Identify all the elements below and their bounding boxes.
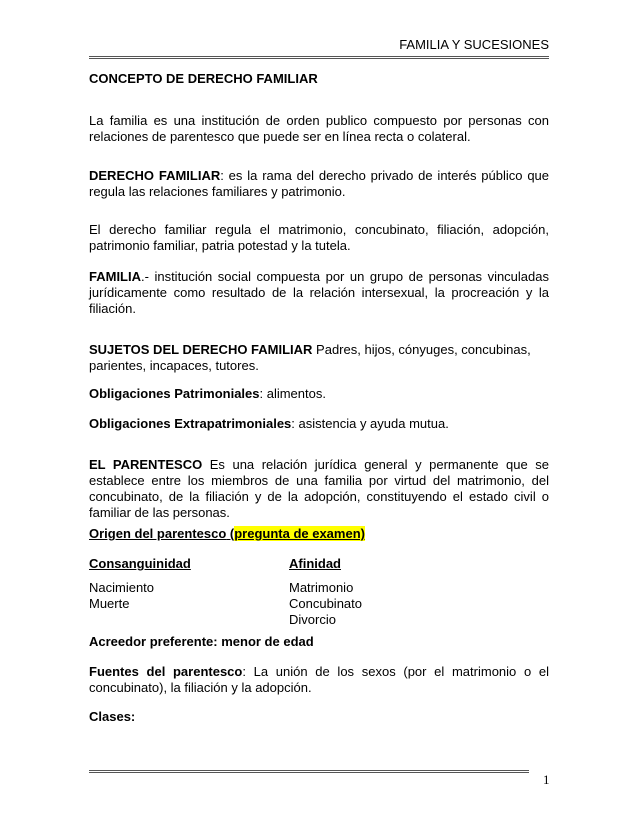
afinidad-heading: Afinidad xyxy=(289,556,341,571)
paragraph-regula: El derecho familiar regula el matrimonio, concubinato, filiación, adopción, patrimonio familiar, patria potestad y la tutela. xyxy=(89,222,549,253)
acreedor-preferente: Acreedor preferente: menor de edad xyxy=(89,634,314,649)
obligaciones-patrimoniales-label: Obligaciones Patrimoniales xyxy=(89,386,260,401)
header-title: FAMILIA Y SUCESIONES xyxy=(399,37,549,52)
sujetos-text-2: parientes, incapaces, tutores. xyxy=(89,358,259,373)
parentesco-label: EL PARENTESCO xyxy=(89,457,203,472)
familia-label: FAMILIA xyxy=(89,269,141,284)
header-rule xyxy=(89,56,549,59)
paragraph-fuentes xyxy=(89,664,549,696)
sujetos-label: SUJETOS DEL DERECHO FAMILIAR xyxy=(89,342,313,357)
paragraph-familia-definition: La familia es una institución de orden publico compuesto por personas con relaciones de parentesco que puede ser en línea recta o colateral. xyxy=(89,113,549,144)
obligaciones-patrimoniales-text: : alimentos. xyxy=(259,386,326,401)
list-item: Concubinato xyxy=(289,596,362,611)
list-item: Divorcio xyxy=(289,612,336,627)
list-item: Muerte xyxy=(89,596,130,611)
origen-parentesco-heading xyxy=(89,526,549,542)
derecho-familiar-label: DERECHO FAMILIAR xyxy=(89,168,221,183)
list-item: Nacimiento xyxy=(89,580,155,595)
sujetos-text-1: Padres, hijos, cónyuges, concubinas, xyxy=(312,342,531,357)
paragraph-sujetos xyxy=(89,342,549,374)
clases-heading: Clases: xyxy=(89,709,136,724)
consanguinidad-list xyxy=(89,580,154,612)
familia-text: .- institución social compuesta por un grupo de personas vinculadas jurídicamente como resultado de la relación intersexual, la procreación y la filiación. xyxy=(89,269,549,316)
page-number: 1 xyxy=(543,772,550,787)
fuentes-text: : La unión de los sexos (por el matrimonio o el concubinato), la filiación y la adopción. xyxy=(89,664,549,695)
afinidad-list xyxy=(289,580,362,628)
obligaciones-extrapatrimoniales-text: : asistencia y ayuda mutua. xyxy=(291,416,449,431)
list-item: Matrimonio xyxy=(289,580,354,595)
exam-question-highlight: pregunta de examen) xyxy=(234,526,365,541)
footer-rule xyxy=(89,770,529,773)
origen-label: Origen del parentesco xyxy=(89,526,227,541)
paragraph-obligaciones-extrapatrimoniales xyxy=(89,416,549,432)
parentesco-text: Es una relación jurídica general y permanente que se establece entre los miembros de una familia por virtud del matrimonio, del concubinato, de la filiación y de la adopción, constituyendo el estado civil o familiar de las personas. xyxy=(89,457,549,520)
paragraph-derecho-familiar xyxy=(89,168,549,200)
derecho-familiar-text: : es la rama del derecho privado de interés público que regula las relaciones familiares y patrimonio. xyxy=(89,168,550,199)
paragraph-parentesco xyxy=(89,457,549,521)
obligaciones-extrapatrimoniales-label: Obligaciones Extrapatrimoniales xyxy=(89,416,292,431)
paragraph-obligaciones-patrimoniales xyxy=(89,386,549,402)
consanguinidad-heading: Consanguinidad xyxy=(89,556,191,571)
paragraph-familia xyxy=(89,269,549,317)
fuentes-label: Fuentes del parentesco xyxy=(89,664,243,679)
origen-open: ( xyxy=(226,526,235,541)
section-title-concepto: CONCEPTO DE DERECHO FAMILIAR xyxy=(89,71,318,86)
